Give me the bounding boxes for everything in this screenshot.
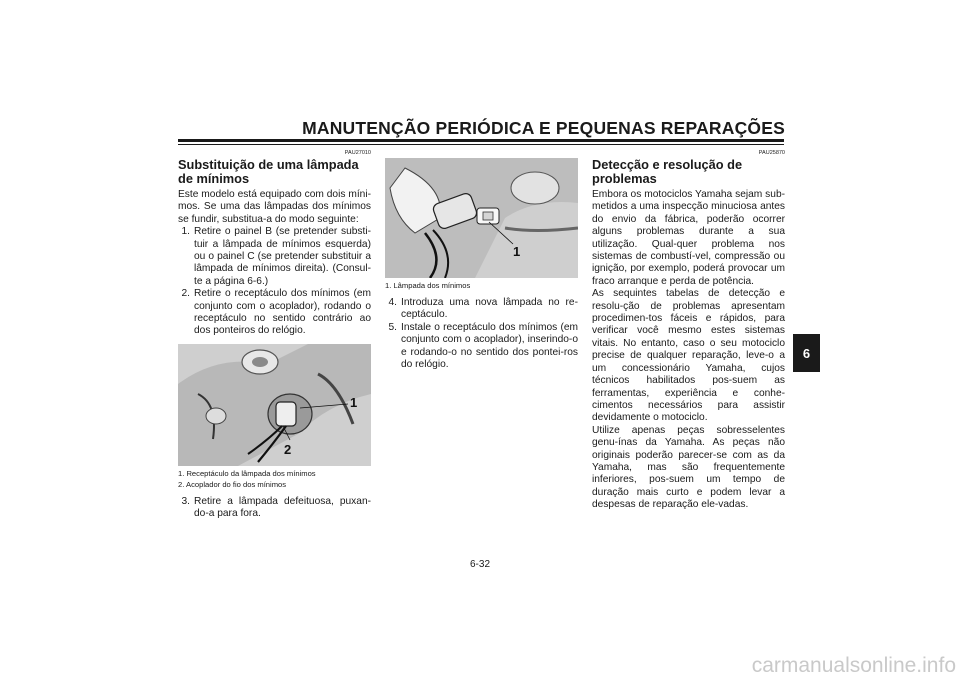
figure-caption bbox=[178, 468, 371, 490]
caption-line: 2. Acoplador do fio dos mínimos bbox=[178, 479, 287, 489]
step-item bbox=[385, 322, 578, 372]
figure-bulb-socket-photo bbox=[178, 344, 371, 466]
header-rule bbox=[178, 139, 784, 142]
step-number: 1. bbox=[181, 226, 190, 238]
section-code: PAU27010 bbox=[344, 150, 371, 156]
step-text: Retire o receptáculo dos mínimos (em conjunto com o acoplador), rodando o receptáculo no sentido contrário ao dos ponteiros do relógio. bbox=[194, 288, 371, 337]
step-number: 3. bbox=[181, 495, 190, 507]
page-number: 6-32 bbox=[469, 559, 490, 570]
section-code: PAU25870 bbox=[758, 150, 785, 156]
step-number: 5. bbox=[388, 321, 397, 333]
callout-1: 1 bbox=[350, 394, 358, 410]
body-paragraph: Utilize apenas peças sobresselentes genu-ínas da Yamaha. As peças não originais poderão parecer-se com as da Yamaha, mas são frequentemente inferiores, pos-suem um tempo de duração mais curto e podem levar a despesas de reparação ele-vadas. bbox=[592, 424, 785, 511]
watermark: carmanualsonline.info bbox=[751, 654, 956, 677]
figure-caption bbox=[385, 280, 578, 291]
step-number: 4. bbox=[388, 297, 397, 308]
figure-illustration bbox=[178, 344, 371, 466]
header-rule-thin bbox=[178, 144, 784, 145]
step-item bbox=[385, 297, 578, 322]
step-number: 2. bbox=[181, 288, 190, 300]
figure-illustration bbox=[385, 158, 578, 278]
figure-bulb-photo bbox=[385, 158, 578, 278]
step-item bbox=[178, 226, 371, 288]
chapter-tab: 6 bbox=[793, 334, 820, 372]
section-title: Detecção e resolução de problemas bbox=[592, 157, 743, 186]
body-paragraph: As sequintes tabelas de detecção e resolu-ção de problemas apresentam procedimen-tos fáceis e rápidos, para verificar você mesmo estes sistemas vitais. No entanto, caso o seu motociclo precise de qualquer reparação, leve-o a um concessionário Yamaha, cujos técnicos habilitados pos-suem as ferramentas, experiência e conhe-cimentos necessários para assistir devidamente o motociclo. bbox=[592, 288, 785, 424]
intro-paragraph: Este modelo está equipado com dois míni-mos. Se uma das lâmpadas dos mínimos se fundir, substitua-a do modo seguinte: bbox=[178, 189, 371, 225]
section-title: Substituição de uma lâmpada de mínimos bbox=[178, 157, 359, 186]
step-item bbox=[178, 288, 371, 338]
column-left bbox=[178, 150, 371, 521]
column-right bbox=[592, 150, 785, 512]
step-text: Introduza uma nova lâmpada no re-ceptáculo. bbox=[401, 297, 578, 321]
body-paragraph: Embora os motociclos Yamaha sejam sub-metidos a uma inspecção minuciosa antes do envio da fábrica, poderão ocorrer alguns problemas durante a sua utilização. Qual-quer problema nos sistemas de combustí-vel, compressão ou ignição, por exemplo, poderá provocar um fraco arranque e perda de potência. bbox=[592, 189, 785, 287]
page-header-title: MANUTENÇÃO PERIÓDICA E PEQUENAS REPARAÇÕES bbox=[302, 118, 785, 138]
step-text: Retire o painel B (se pretender substi-tuir a lâmpada de mínimos esquerda) ou o painel C (se pretender substituir a lâmpada de mínimos direita). (Consul-te a página 6-6.) bbox=[194, 226, 371, 287]
callout-1: 1 bbox=[513, 244, 521, 259]
caption-line: 1. Lâmpada dos mínimos bbox=[385, 281, 471, 290]
caption-line: 1. Receptáculo da lâmpada dos mínimos bbox=[178, 468, 316, 478]
callout-2: 2 bbox=[284, 441, 292, 457]
step-item bbox=[178, 496, 371, 521]
column-middle bbox=[385, 150, 578, 371]
step-text: Instale o receptáculo dos mínimos (em conjunto com o acoplador), inserindo-o e rodando-o no sentido dos pontei-ros do relógio. bbox=[401, 321, 578, 371]
step-text: Retire a lâmpada defeituosa, puxan-do-a para fora. bbox=[194, 495, 371, 520]
